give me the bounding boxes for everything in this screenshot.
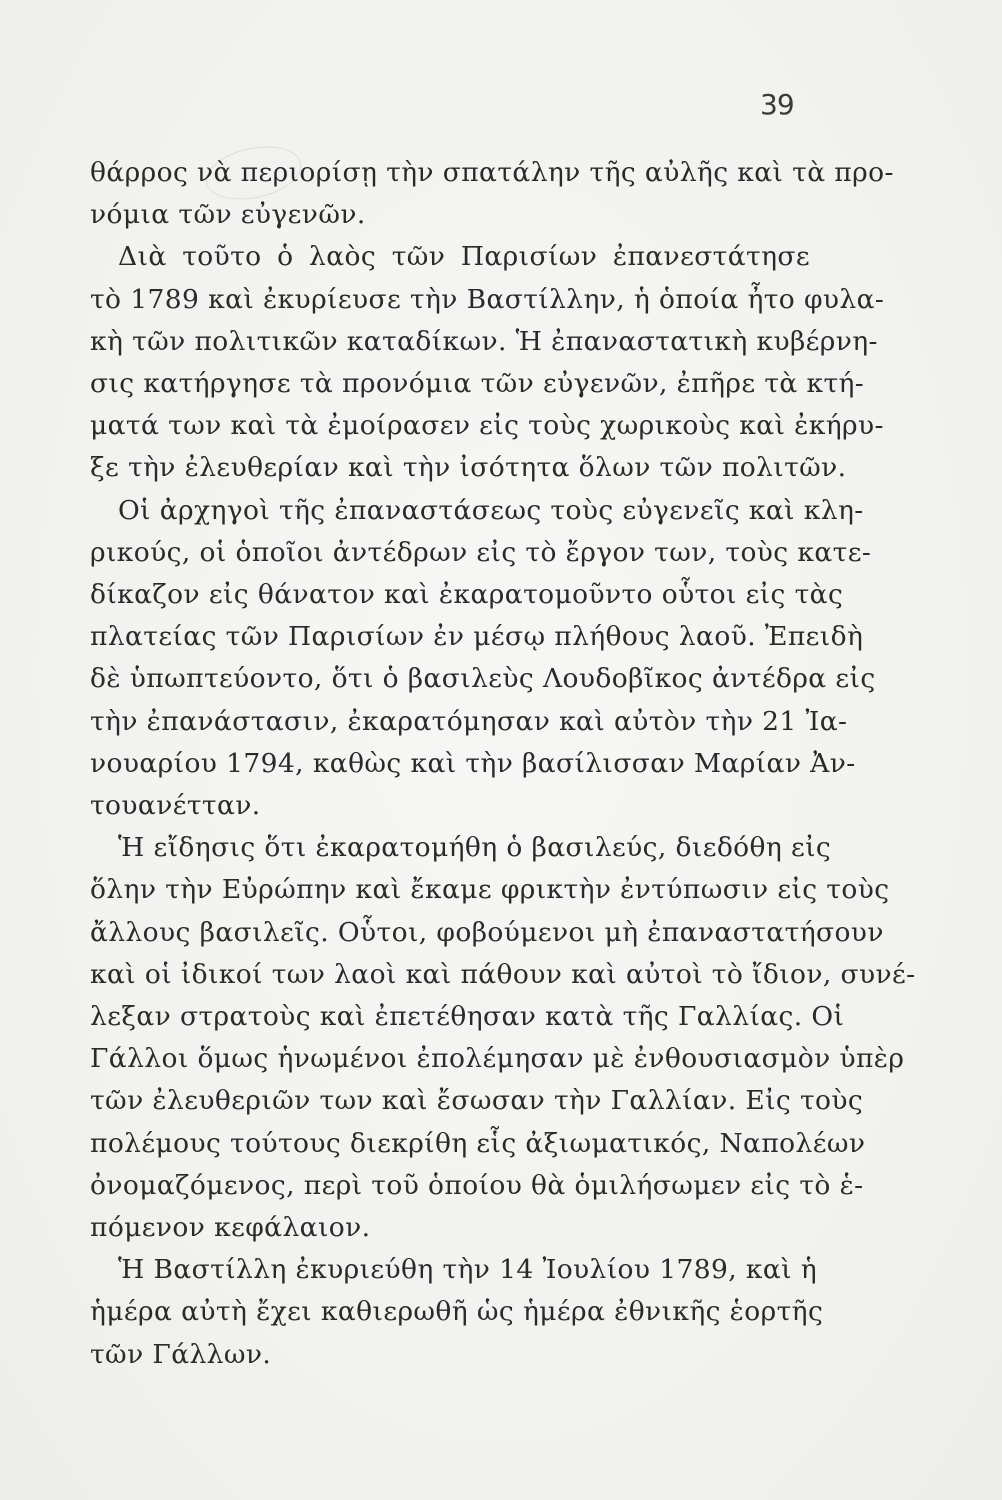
body-text xyxy=(90,152,916,1376)
paragraph xyxy=(90,236,885,489)
text-line: Οἱ ἀρχηγοὶ τῆς ἐπαναστάσεως τοὺς εὐγενεῖς καὶ κλη- xyxy=(118,494,864,526)
text-line: ἡμέρα αὐτὴ ἔχει καθιερωθῆ ὡς ἡμέρα ἐθνικῆς ἑορτῆς xyxy=(90,1296,824,1328)
text-line: πόμενον κεφάλαιον. xyxy=(90,1212,371,1244)
text-line: ὀνομαζόμενος, περὶ τοῦ ὁποίου θὰ ὁμιλήσωμεν εἰς τὸ ἑ- xyxy=(90,1169,864,1201)
text-line: θάρρος νὰ περιορίσῃ τὴν σπατάλην τῆς αὐλῆς καὶ τὰ προ- xyxy=(90,157,894,188)
text-line: ἄλλους βασιλεῖς. Οὗτοι, φοβούμενοι μὴ ἐπαναστατήσουν xyxy=(90,916,884,948)
text-line: τὸ 1789 καὶ ἐκυρίευσε τὴν Βαστίλλην, ἡ ὁποία ἦτο φυλα- xyxy=(90,283,885,315)
text-line: ματά των καὶ τὰ ἐμοίρασεν εἰς τοὺς χωρικοὺς καὶ ἐκήρυ- xyxy=(90,410,884,442)
text-line: πλατείας τῶν Παρισίων ἐν μέσῳ πλήθους λαοῦ. Ἐπειδὴ xyxy=(90,621,864,653)
text-line: τὴν ἐπανάστασιν, ἐκαρατόμησαν καὶ αὐτὸν τὴν 21 Ἰα- xyxy=(90,705,848,737)
paragraph xyxy=(90,1249,824,1376)
text-line: Ἡ εἴδησις ὅτι ἐκαρατομήθη ὁ βασιλεύς, διεδόθη εἰς xyxy=(118,832,832,864)
text-line: δίκαζον εἰς θάνατον καὶ ἐκαρατομοῦντο οὗτοι εἰς τὰς xyxy=(90,579,844,611)
text-line: νουαρίου 1794, καθὼς καὶ τὴν βασίλισσαν Μαρίαν Ἀν- xyxy=(90,747,856,779)
text-line: Γάλλοι ὅμως ἡνωμένοι ἐπολέμησαν μὲ ἐνθουσιασμὸν ὑπὲρ xyxy=(90,1043,905,1075)
page-number: 39 xyxy=(760,88,794,121)
text-line: καὶ οἱ ἰδικοί των λαοὶ καὶ πάθουν καὶ αὐτοὶ τὸ ἴδιον, συνέ- xyxy=(90,958,916,990)
text-line: σις κατήργησε τὰ προνόμια τῶν εὐγενῶν, ἐπῆρε τὰ κτή- xyxy=(90,368,865,400)
text-line: Διὰ τοῦτο ὁ λαὸς τῶν Παρισίων ἐπανεστάτησε xyxy=(118,241,810,273)
text-line: ρικούς, οἱ ὁποῖοι ἀντέδρων εἰς τὸ ἔργον των, τοὺς κατε- xyxy=(90,536,872,568)
text-line: κὴ τῶν πολιτικῶν καταδίκων. Ἡ ἐπαναστατικὴ κυβέρνη- xyxy=(90,325,878,357)
paragraph xyxy=(90,152,894,236)
text-line: τῶν Γάλλων. xyxy=(90,1338,272,1370)
text-line: λεξαν στρατοὺς καὶ ἐπετέθησαν κατὰ τῆς Γαλλίας. Οἱ xyxy=(90,1001,845,1033)
paragraph xyxy=(90,827,916,1249)
text-line: τῶν ἐλευθεριῶν των καὶ ἔσωσαν τὴν Γαλλίαν. Εἰς τοὺς xyxy=(90,1085,864,1117)
paragraph xyxy=(90,490,876,828)
text-line: πολέμους τούτους διεκρίθη εἷς ἀξιωματικός, Ναπολέων xyxy=(90,1127,866,1159)
text-line: Ἡ Βαστίλλη ἐκυριεύθη τὴν 14 Ἰουλίου 1789, καὶ ἡ xyxy=(118,1254,818,1286)
text-line: ξε τὴν ἐλευθερίαν καὶ τὴν ἰσότητα ὅλων τῶν πολιτῶν. xyxy=(90,452,847,484)
text-line: δὲ ὑπωπτεύοντο, ὅτι ὁ βασιλεὺς Λουδοβῖκος ἀντέδρα εἰς xyxy=(90,663,876,695)
text-line: τουανέτταν. xyxy=(90,790,261,822)
text-line: νόμια τῶν εὐγενῶν. xyxy=(90,199,366,231)
text-line: ὅλην τὴν Εὐρώπην καὶ ἔκαμε φρικτὴν ἐντύπωσιν εἰς τοὺς xyxy=(90,874,890,906)
